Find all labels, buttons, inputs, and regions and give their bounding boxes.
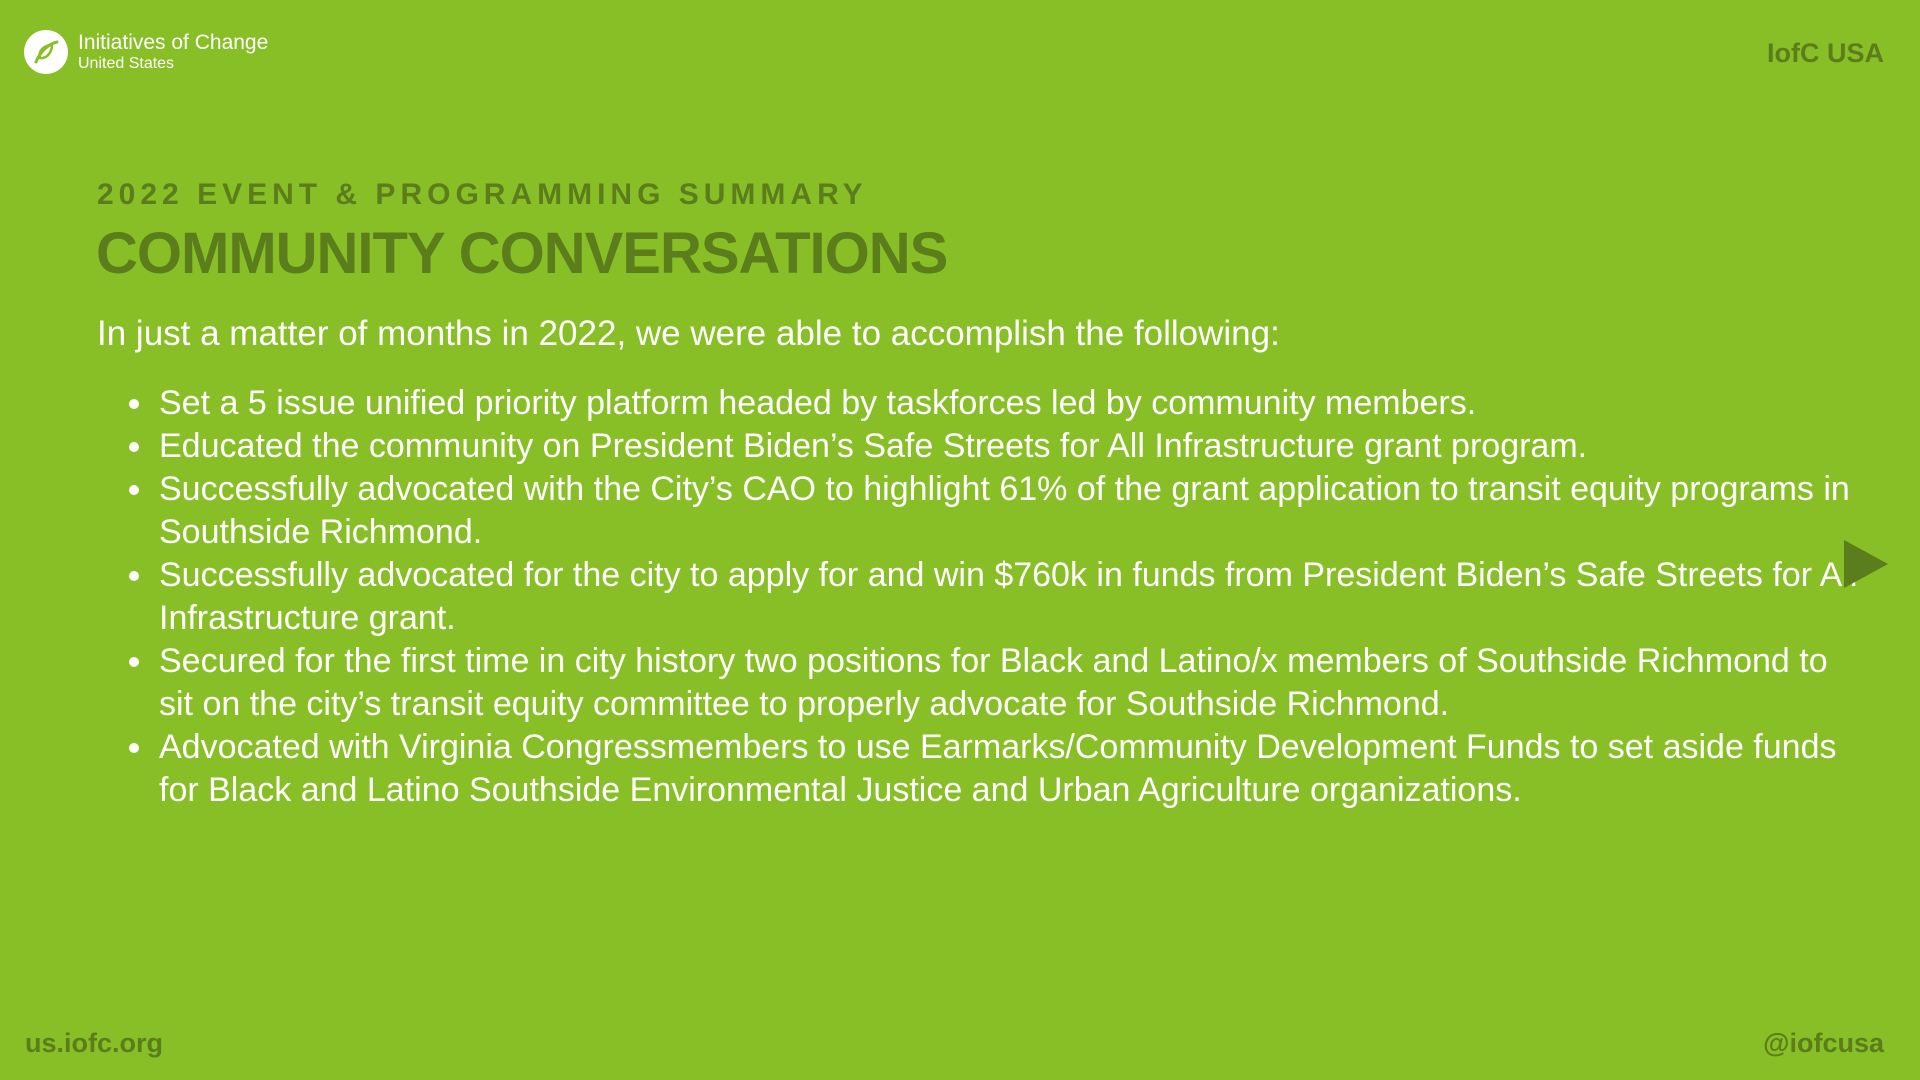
eyebrow-heading: 2022 EVENT & PROGRAMMING SUMMARY (97, 178, 868, 211)
bullet-list (97, 382, 1859, 812)
footer-website: us.iofc.org (25, 1028, 164, 1058)
brand-logo (24, 30, 268, 74)
leaf-icon (24, 30, 68, 74)
logo-subtitle: United States (78, 54, 175, 72)
footer-handle: @iofcusa (1763, 1028, 1884, 1058)
bullet-item: Successfully advocated for the city to apply for and win $760k in funds from President Biden’s Safe Streets for All Infrastructure grant. (159, 554, 1859, 640)
bullet-item: Successfully advocated with the City’s CAO to highlight 61% of the grant application to transit equity programs in Southside Richmond. (159, 468, 1859, 554)
logo-name: Initiatives of Change (78, 30, 269, 54)
intro-text: In just a matter of months in 2022, we were able to accomplish the following: (97, 314, 1280, 353)
bullet-item: Secured for the first time in city history two positions for Black and Latino/x members of Southside Richmond to sit on the city’s transit equity committee to properly advocate for Southside Richmond. (159, 640, 1859, 726)
logo-text (78, 31, 268, 74)
slide-title: COMMUNITY CONVERSATIONS (96, 221, 948, 286)
bullet-item: Educated the community on President Biden’s Safe Streets for All Infrastructure grant program. (159, 425, 1859, 468)
bullet-item: Set a 5 issue unified priority platform headed by taskforces led by community members. (159, 382, 1859, 425)
corner-tag: IofC USA (1767, 38, 1884, 68)
bullet-item: Advocated with Virginia Congressmembers to use Earmarks/Community Development Funds to set aside funds for Black and Latino Southside Environmental Justice and Urban Agriculture organizations. (159, 726, 1859, 812)
play-arrow-icon[interactable] (1844, 540, 1888, 588)
